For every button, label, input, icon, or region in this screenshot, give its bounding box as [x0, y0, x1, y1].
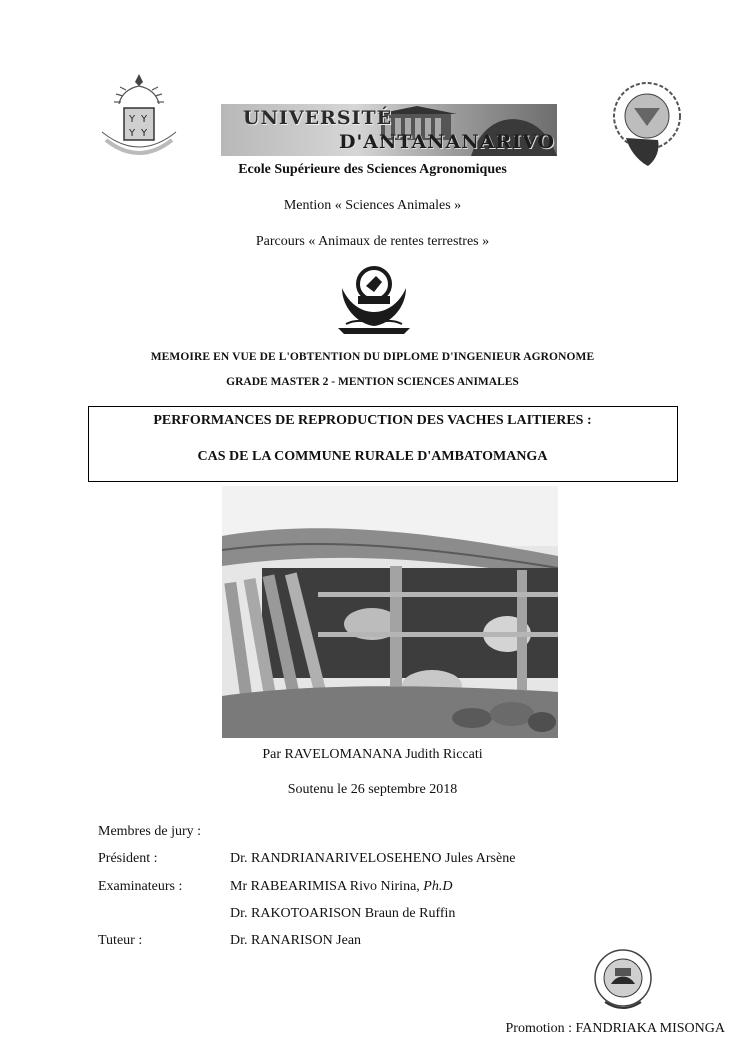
tuteur-name: Dr. RANARISON Jean	[230, 933, 362, 948]
tuteur-role: Tuteur :	[98, 933, 143, 948]
svg-text:Y: Y	[141, 128, 148, 139]
school-emblem-logo	[336, 262, 412, 336]
jury-label: Membres de jury :	[98, 824, 202, 839]
svg-text:Y: Y	[129, 114, 136, 125]
mention-label: Mention « Sciences Animales »	[283, 198, 462, 213]
thesis-title-line1: PERFORMANCES DE REPRODUCTION DES VACHES LAITIERES :	[153, 413, 592, 428]
examinateur1-title: Ph.D	[423, 879, 453, 894]
promotion-name: Promotion : FANDRIAKA MISONGA	[505, 1021, 725, 1036]
school-name: Ecole Supérieure des Sciences Agronomiques	[238, 162, 507, 177]
svg-text:Y: Y	[129, 128, 136, 139]
examinateur1-entry	[230, 879, 452, 895]
examinateur1-name: Mr RABEARIMISA Rivo Nirina,	[230, 879, 424, 894]
examinateur2-name: Dr. RAKOTOARISON Braun de Ruffin	[230, 906, 456, 921]
university-banner	[221, 104, 557, 156]
promotion-bottom-seal	[591, 946, 655, 1012]
defense-date: Soutenu le 26 septembre 2018	[287, 782, 458, 797]
parcours-label: Parcours « Animaux de rentes terrestres »	[255, 234, 490, 249]
thesis-title-line2: CAS DE LA COMMUNE RURALE D'AMBATOMANGA	[197, 449, 548, 464]
president-name: Dr. RANDRIANARIVELOSEHENO Jules Arsène	[230, 851, 516, 866]
examinateurs-role: Examinateurs :	[98, 879, 183, 894]
author-line: Par RAVELOMANANA Judith Riccati	[262, 747, 483, 762]
grade-label: GRADE MASTER 2 - MENTION SCIENCES ANIMALES	[226, 376, 519, 388]
promotion-seal-logo	[606, 78, 688, 172]
university-crest-logo	[96, 70, 182, 166]
memoire-objective: MEMOIRE EN VUE DE L'OBTENTION DU DIPLOME D'INGENIEUR AGRONOME	[150, 351, 595, 363]
banner-line1: UNIVERSITÉ	[243, 107, 393, 129]
svg-text:Y: Y	[141, 114, 148, 125]
cowshed-photo	[222, 486, 558, 738]
banner-line2: D'ANTANANARIVO	[339, 131, 556, 153]
president-role: Président :	[98, 851, 158, 866]
